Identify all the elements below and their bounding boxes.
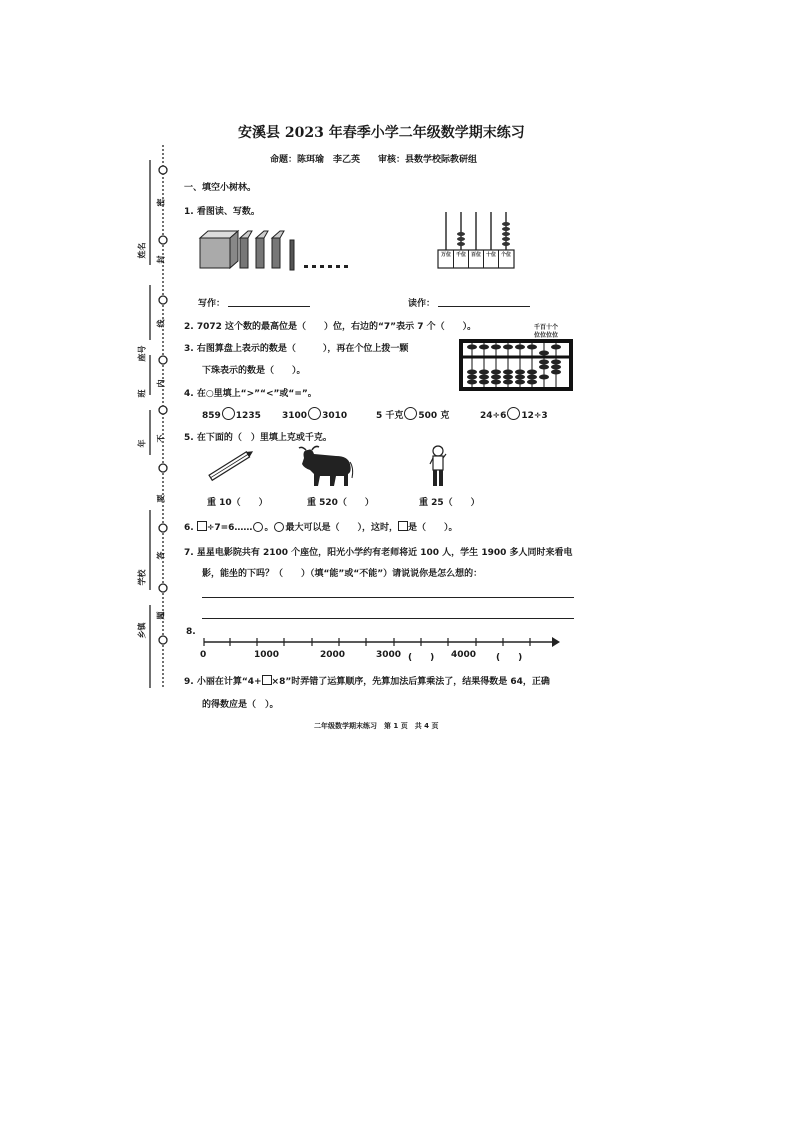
compare-left: 5 千克 (376, 411, 404, 421)
seal-char: 线 (156, 319, 166, 328)
counting-frame-label: 十位 (486, 252, 497, 258)
abacus-place-labels: 位位位位 (534, 332, 559, 339)
compare-circle[interactable] (507, 407, 520, 420)
compare-right: 3010 (322, 411, 348, 421)
compare-left: 24÷6 (480, 411, 507, 421)
number-line-label: 0 (200, 650, 207, 660)
seal-char: 内 (156, 379, 166, 388)
pencil-illustration (205, 448, 257, 482)
page-footer: 二年级数学期末练习 第 1 页 共 4 页 (314, 722, 439, 730)
counting-frame-label: 个位 (501, 252, 512, 258)
answer-line[interactable] (202, 597, 574, 598)
name-field-label: 姓名 (137, 242, 147, 259)
base-ten-blocks-illustration (198, 228, 358, 276)
compare-circle[interactable] (222, 407, 235, 420)
authors-line: 命题：陈珥瑜 李乙英 审核：县数学校际教研组 (270, 155, 478, 165)
q1-text: 1. 看图读、写数。 (184, 207, 260, 217)
q6-part2: 。 (264, 523, 274, 533)
counting-frame-illustration (436, 210, 518, 272)
q2-text: 2. 7072 这个数的最高位是（ ）位，右边的“7”表示 7 个（ ）。 (184, 322, 477, 332)
class-field-label: 班 (137, 389, 147, 398)
q9-part-b: ×8”时弄错了运算顺序，先算加法后算乘法了，结果得数是 64，正确 (271, 677, 550, 687)
q7-text-line2: 影，能坐的下吗？（ ）（填“能”或“不能”）请说说你是怎么想的： (202, 569, 483, 579)
compare-right: 12÷3 (521, 411, 548, 421)
grade-field-label: 年 (137, 439, 147, 448)
seal-char: 不 (156, 434, 166, 443)
seal-char: 要 (156, 494, 166, 503)
read-answer-blank[interactable] (438, 306, 530, 307)
counting-frame-label: 万位 (441, 252, 452, 258)
seal-char: 题 (156, 611, 166, 620)
compare-circle[interactable] (308, 407, 321, 420)
compare-circle[interactable] (404, 407, 417, 420)
q5-text: 5. 在下面的（ ）里填上克或千克。 (184, 433, 332, 443)
weight-item: 重 10（ ） (207, 498, 268, 508)
number-line-label: 3000 (376, 650, 402, 660)
number-line-answer[interactable]: ( ) (496, 653, 523, 663)
weight-item: 重 520（ ） (307, 498, 374, 508)
compare-right: 500 克 (418, 411, 450, 421)
q7-text-line1: 7. 星星电影院共有 2100 个座位，阳光小学约有老师将近 100 人，学生 1900 多人同时来看电 (184, 548, 573, 558)
q6-part1: ÷7=6…… (206, 523, 253, 533)
q4-text: 4. 在○里填上“>”“<”或“=”。 (184, 389, 317, 399)
weight-item: 重 25（ ） (419, 498, 480, 508)
counting-frame-label: 百位 (471, 252, 482, 258)
q3-text-line1: 3. 右图算盘上表示的数是（ ），再在个位上拨一颗 (184, 344, 409, 354)
abacus-illustration (460, 340, 572, 390)
cow-illustration (296, 444, 356, 490)
number-line-label: 2000 (320, 650, 346, 660)
seat-field-label: 座号 (137, 345, 147, 362)
number-line-label: 1000 (254, 650, 280, 660)
write-answer-blank[interactable] (228, 306, 310, 307)
q6-part3: 最大可以是（ ），这时， (285, 523, 398, 533)
seal-char: 答 (156, 551, 166, 560)
q9-text-line1 (184, 674, 550, 687)
number-line-label: 4000 (451, 650, 477, 660)
q8-number: 8. (186, 627, 196, 637)
seal-char: 密 (156, 198, 166, 207)
seal-char: 封 (156, 255, 166, 264)
compare-left: 3100 (282, 411, 308, 421)
q6-text (184, 520, 457, 533)
q6-part4: 是（ ）。 (407, 523, 458, 533)
compare-item (202, 407, 261, 421)
binding-margin (0, 0, 200, 700)
q9-part-a: 9. 小丽在计算“4+ (184, 677, 262, 687)
number-line-answer[interactable]: ( ) (408, 653, 435, 663)
town-field-label: 乡镇 (137, 622, 147, 639)
compare-left: 859 (202, 411, 221, 421)
number-line (202, 634, 562, 650)
page-title: 安溪县 2023 年春季小学二年级数学期末练习 (238, 125, 525, 141)
q3-text-line2: 下珠表示的数是（ ）。 (202, 366, 306, 376)
answer-line[interactable] (202, 618, 574, 619)
school-field-label: 学校 (137, 569, 147, 586)
counting-frame-label: 千位 (456, 252, 467, 258)
remainder-circle[interactable] (274, 522, 284, 532)
unknown-square[interactable] (262, 675, 272, 685)
compare-item (376, 407, 449, 421)
abacus-place-labels: 千百十个 (534, 324, 559, 331)
read-label: 读作： (408, 299, 436, 309)
write-label: 写作： (198, 299, 226, 309)
q9-text-line2: 的得数应是（ ）。 (202, 700, 279, 710)
compare-item (282, 407, 347, 421)
remainder-circle[interactable] (253, 522, 263, 532)
q6-number: 6. (184, 523, 194, 533)
section-heading: 一、填空小树林。 (184, 183, 257, 193)
dividend-square[interactable] (398, 521, 408, 531)
compare-right: 1235 (235, 411, 261, 421)
dividend-square[interactable] (197, 521, 207, 531)
boy-illustration (428, 444, 450, 490)
compare-item (480, 407, 548, 421)
